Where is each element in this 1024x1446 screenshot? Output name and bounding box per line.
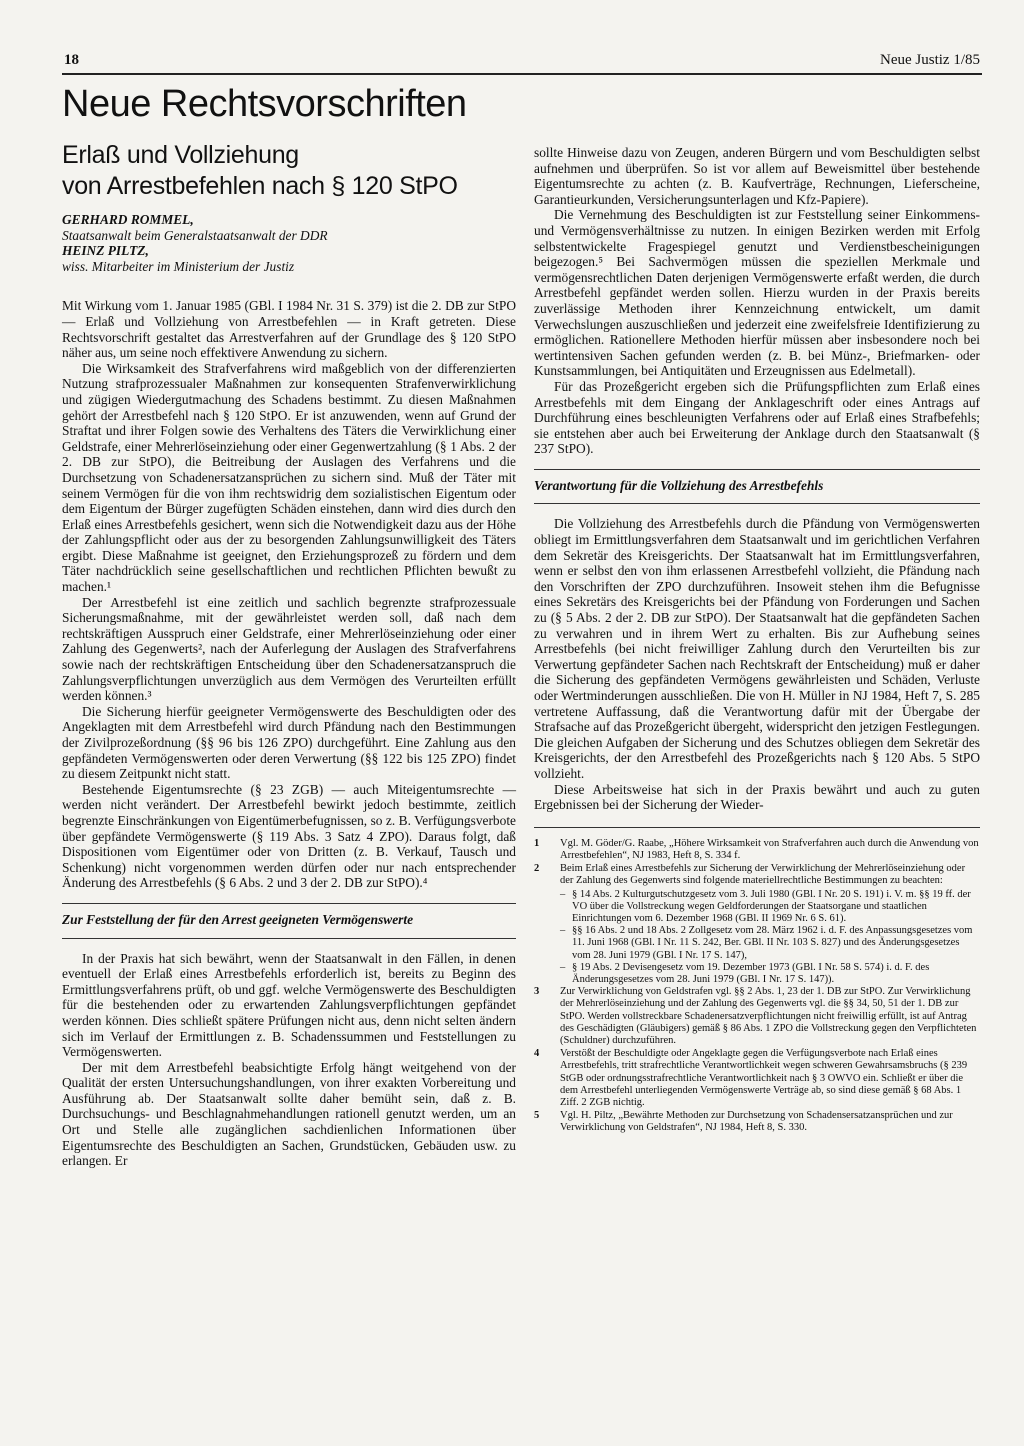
author-name: GERHARD ROMMEL, bbox=[62, 212, 194, 227]
footnote-text: Vgl. M. Göder/G. Raabe, „Höhere Wirksamkeit von Strafverfahren auch durch die Anwendung von Arrestbefehlen“, NJ 1983, Heft 8, S. 334 f. bbox=[560, 837, 979, 861]
paragraph: Die Vernehmung des Beschuldigten ist zur Feststellung seiner Einkommens- und Vermögensverhältnisse zu nutzen. In einigen Bezirken werden mit Erfolg selbstentwickelte Fragespiegel genutzt und Verdienstbescheinigungen beigezogen.⁵ Bei Sachvermögen müssen die speziellen Merkmale und vermögensrechtlichen Daten derjenigen Vermögenswerte erfaßt werden, die durch Arrestbefehl gepfändet werden sollen. Hierzu wurden in der Praxis bereits zuverlässige Methoden ihrer Kennzeichnung entwickelt, um damit Verwechslungen auszuschließen und jederzeit eine zweifelsfreie Identifizierung zu ermöglichen. Rationellere Methoden hierfür müssen aber insbesondere noch bei wertintensiven Sachen gefunden werden (z. B. bei Münz-, Briefmarken- oder Kunstsammlungen, bei Antiquitäten und Erzeugnissen aus Edelmetall). bbox=[534, 207, 980, 379]
header-rule bbox=[62, 73, 982, 75]
dash-bullet: – bbox=[560, 925, 566, 937]
dash-bullet: – bbox=[560, 888, 566, 900]
page-number: 18 bbox=[64, 52, 79, 68]
footnote-text: Beim Erlaß eines Arrestbefehls zur Sicherung der Verwirklichung der Mehrerlöseinziehung oder der Zahlung des Gegenwerts sind folgende materiellrechtliche Bestimmungen zu beachten: bbox=[560, 863, 966, 887]
journal-issue: Neue Justiz 1/85 bbox=[880, 52, 980, 68]
article-title bbox=[62, 140, 516, 202]
author-name: HEINZ PILTZ, bbox=[62, 243, 149, 259]
footnote-text: Vgl. H. Piltz, „Bewährte Methoden zur Durchsetzung von Schadensersatzansprüchen und zur Verwirklichung von Geldstrafen“, NJ 1984, Heft 8, S. 330. bbox=[560, 1110, 953, 1134]
footnote-subitem bbox=[560, 889, 980, 926]
paragraph: Die Sicherung hierfür geeigneter Vermögenswerte des Beschuldigten oder des Angeklagten mit dem Arrestbefehl wird durch Pfändung nach den Bestimmungen der Zivilprozeßordnung (§§ 96 bis 126 ZPO) durchgeführt. Eine Zahlung aus den gepfändeten Vermögenswerten oder deren Verwertung (§§ 122 bis 125 ZPO) findet zu diesem Zeitpunkt nicht statt. bbox=[62, 703, 516, 782]
footnote-number: 4 bbox=[534, 1048, 540, 1060]
footnote-number: 3 bbox=[534, 986, 540, 998]
paragraph: Bestehende Eigentumsrechte (§ 23 ZGB) — auch Miteigentumsrechte — werden nicht verändert. Der Arrestbefehl bewirkt jedoch bestimmte, zeitlich begrenzte Einschränkungen von Eigentümerbefugnissen, so z. B. Verfügungsverbote über gepfändete Vermögenswerte (§ 119 Abs. 3 Satz 4 ZPO). Daraus folgt, daß Dispositionen vom Eigentümer oder von Dritten (z. B. Verkauf, Tausch und Schenkung) nicht vorgenommen werden dürfen oder nur nach entsprechender Änderung des Arrestbefehls (§ 6 Abs. 2 und 3 der 2. DB zur StPO).⁴ bbox=[62, 781, 516, 891]
subheading: Zur Feststellung der für den Arrest geeigneten Vermögenswerte bbox=[62, 903, 516, 939]
footnote-subitem bbox=[560, 925, 980, 962]
footnote bbox=[534, 986, 980, 1047]
footnote bbox=[534, 1110, 980, 1134]
section-title: Neue Rechtsvorschriften bbox=[62, 83, 467, 125]
footnote-number: 5 bbox=[534, 1110, 540, 1122]
author-affiliation: wiss. Mitarbeiter im Ministerium der Justiz bbox=[62, 258, 295, 274]
paragraph: Der mit dem Arrestbefehl beabsichtigte Erfolg hängt weitgehend von der Qualität der ersten Untersuchungshandlungen, von ihrer exakten Vorbereitung und Ausführung ab. Der Staatsanwalt sollte daher bemüht sein, daß z. B. Durchsuchungs- und Beschlagnahmehandlungen rationell genutzt werden, um an Ort und Stelle alle zugänglichen sachdienlichen Informationen über Eigentumsrechte des Beschuldigten an Sachen, Grundstücken, Gebäuden usw. zu erlangen. Er bbox=[62, 1059, 516, 1169]
footnote bbox=[534, 838, 980, 862]
footnote-subitem bbox=[560, 962, 980, 986]
paragraph: In der Praxis hat sich bewährt, wenn der Staatsanwalt in den Fällen, in denen eventuell der Erlaß eines Arrestbefehls erforderlich ist, bereits zu Beginn des Ermittlungsverfahrens prüft, ob und ggf. welche Vermögenswerte des Beschuldigten für die bestehenden oder zu erwartenden Zahlungsverpflichtungen gepfändet werden können. Dies schließt spätere Prüfungen nicht aus, denn nicht selten ändern sich im Verlauf der Ermittlungen z. B. Schadenssummen und Feststellungen zu Vermögenswerten. bbox=[62, 950, 516, 1060]
footnote-subitem-text: § 14 Abs. 2 Kulturgutschutzgesetz vom 3. Juli 1980 (GBl. I Nr. 20 S. 191) i. V. m. §§ 19 ff. der VO über die Vollstreckung wegen Geldforderungen der Staatsorgane und staatlichen Einrichtungen vom 6. Dezember 1968 (GBl. II 1969 Nr. 6 S. 61). bbox=[572, 888, 971, 924]
author-block bbox=[62, 212, 516, 274]
article-title-line: Erlaß und Vollziehung bbox=[62, 141, 299, 169]
paragraph: Diese Arbeitsweise hat sich in der Praxis bewährt und auch zu guten Ergebnissen bei der Sicherung der Wieder- bbox=[534, 781, 980, 813]
paragraph: Für das Prozeßgericht ergeben sich die Prüfungspflichten zum Erlaß eines Arrestbefehls mit dem Eingang der Anklageschrift oder eines Antrags auf Durchführung eines beschleunigten Verfahrens oder auf Erlaß eines Strafbefehls; sie entstehen aber auch bei Erweiterung der Anklage durch den Staatsanwalt (§ 237 StPO). bbox=[534, 378, 980, 457]
footnote-rule bbox=[534, 827, 980, 828]
subheading: Verantwortung für die Vollziehung des Arrestbefehls bbox=[534, 469, 980, 505]
footnote bbox=[534, 863, 980, 887]
right-column bbox=[534, 145, 980, 1136]
footnote bbox=[534, 1048, 980, 1109]
paragraph: sollte Hinweise dazu von Zeugen, anderen Bürgern und vom Beschuldigten selbst aufnehmen und überprüfen. So ist vor allem auf Beweismittel über bestehende Eigentumsrechte zu achten (z. B. Kaufverträge, Rechnungen, Lieferscheine, Garantieurkunden, Versicherungsunterlagen und Kfz-Papiere). bbox=[534, 145, 980, 207]
left-column bbox=[62, 140, 516, 1169]
paragraph: Der Arrestbefehl ist eine zeitlich und sachlich begrenzte strafprozessuale Sicherungsmaßnahme, mit der gewährleistet werden soll, daß nach dem rechtskräftigen Ausspruch einer Geldstrafe, einer Mehrerlöseinziehung oder einer Zahlung des Gegenwerts², nach der Auferlegung der Auslagen des Strafverfahrens sowie nach der rechtskräftigen Entscheidung über den Schadenersatzanspruch die Zahlungsverpflichtungen unverzüglich aus dem Vermögen des Verurteilten erfüllt werden können.³ bbox=[62, 594, 516, 704]
footnote-text: Verstößt der Beschuldigte oder Angeklagte gegen die Verfügungsverbote nach Erlaß eines Arrestbefehls, tritt strafrechtliche Verantwortlichkeit wegen schweren Gewahrsamsbruchs (§ 239 StGB oder ordnungsstrafrechtliche Verantwortlichkeit nach § 3 OWVO ein. Schließt er über die dem Arrestbefehl unterliegenden Vermögenswerte Verträge ab, so sind diese gemäß § 68 Abs. 1 Ziff. 2 ZGB nichtig. bbox=[560, 1048, 968, 1109]
paragraph: Mit Wirkung vom 1. Januar 1985 (GBl. I 1984 Nr. 31 S. 379) ist die 2. DB zur StPO — Erlaß und Vollziehung von Arrestbefehlen — in Kraft getreten. Diese Rechtsvorschrift gestaltet das Arrestverfahren auf der Grundlage des § 120 StPO näher aus, um seine noch effektivere Anwendung zu sichern. bbox=[62, 298, 516, 361]
footnote-subitem-text: §§ 16 Abs. 2 und 18 Abs. 2 Zollgesetz vom 28. März 1962 i. d. F. des Anpassungsgesetzes vom 11. Juni 1968 (GBl. I Nr. 11 S. 242, Ber. GBl. II Nr. 103 S. 827) und des Änderungsgesetzes vom 28. Juni 1979 (GBl. I Nr. 17 S. 147), bbox=[572, 925, 973, 961]
footnote-text: Zur Verwirklichung von Geldstrafen vgl. §§ 2 Abs. 1, 23 der 1. DB zur StPO. Zur Verwirklichung der Mehrerlöseinziehung und der Zahlung des Gegenwerts vgl. die §§ 34, 50, 51 der 1. DB zur StPO. Werden vollstreckbare Schadenersatzverpflichtungen nicht freiwillig erfüllt, ist auf Antrag des Geschädigten (Gläubigers) gemäß § 86 Abs. 1 ZPO die Vollstreckung gegen den Verpflichteten (Schuldner) durchzuführen. bbox=[560, 986, 977, 1046]
author-affiliation: Staatsanwalt beim Generalstaatsanwalt der DDR bbox=[62, 227, 328, 243]
footnote-number: 1 bbox=[534, 837, 540, 849]
footnote-number: 2 bbox=[534, 863, 540, 875]
dash-bullet: – bbox=[560, 961, 566, 973]
paragraph: Die Vollziehung des Arrestbefehls durch die Pfändung von Vermögenswerten obliegt im Ermittlungsverfahren dem Staatsanwalt und im gerichtlichen Verfahren dem Sekretär des Kreisgerichts. Der Staatsanwalt hat im Ermittlungsverfahren, wenn er selbst den von ihm erlassenen Arrestbefehl vollzieht, die Pfändung nach den Vorschriften der ZPO durchzuführen. Insoweit stehen ihm die Befugnisse eines Sekretärs des Kreisgerichts bei der Pfändung von Forderungen und Sachen zu (§ 5 Abs. 2 der 2. DB zur StPO). Der Staatsanwalt hat die gepfändeten Sachen zu verwahren und in ihrem Wert zu erhalten. Bis zur Aufhebung seines Arrestbefehls (bei nicht freiwilliger Zahlung durch den Verurteilten bis zur Verwertung gepfändeter Sachen nach Rechtskraft der Entscheidung) muß er daher die Sicherung des gepfändeten Vermögens gewährleisten und Schäden, Verluste oder Wertminderungen ausschließen. Die von H. Müller in NJ 1984, Heft 7, S. 285 vertretene Auffassung, daß die Verantwortung dafür mit der Übergabe der Strafsache auf das Prozeßgericht übergeht, widerspricht den jetzigen Festlegungen. Die gleichen Aufgaben der Sicherung und des Schutzes obliegen dem Sekretär des Kreisgerichts, der den Arrestbefehl des Prozeßgerichts nach § 120 Abs. 5 StPO vollzieht. bbox=[534, 516, 980, 781]
footnotes bbox=[534, 838, 980, 1135]
footnote-subitem-text: § 19 Abs. 2 Devisengesetz vom 19. Dezember 1973 (GBl. I Nr. 58 S. 574) i. d. F. des Änderungsgesetzes vom 28. Juni 1979 (GBl. I Nr. 17 S. 147)). bbox=[572, 961, 930, 985]
paragraph: Die Wirksamkeit des Strafverfahrens wird maßgeblich von der differenzierten Nutzung strafprozessualer Maßnahmen zur konsequenten Strafenverwirklichung und zügigen Wiedergutmachung des Schadens bestimmt. Zu diesen Maßnahmen gehört der Arrestbefehl nach § 120 StPO. Er ist anzuwenden, wenn auf Grund der Straftat und ihrer Folgen sowie des Verhaltens des Täters die Verwirklichung einer Geldstrafe, einer Mehrerlöseinziehung oder einer Gegenwertzahlung (§ 1 Abs. 2 der 2. DB zur StPO), die Beitreibung der Auslagen des Verfahrens und die Durchsetzung von Schadenersatzansprüchen zu sichern sind. Muß der Täter mit seinem Vermögen für die von ihm rechtswidrig dem sozialistischen Eigentum oder dem Eigentum der Bürger zugefügten Schäden einstehen, dann wird dies durch den Erlaß eines Arrestbefehls gesichert, wenn sich die Notwendigkeit dazu aus der Höhe der Zahlungspflicht oder aus der zu besorgenden Zahlungsunwilligkeit des Täters ergibt. Diese Maßnahme ist geeignet, den Erziehungsprozeß zu fördern und dem Täter nachdrücklich seine gesellschaftlichen und rechtlichen Pflichten bewußt zu machen.¹ bbox=[62, 360, 516, 595]
article-title-line: von Arrestbefehlen nach § 120 StPO bbox=[62, 172, 458, 200]
